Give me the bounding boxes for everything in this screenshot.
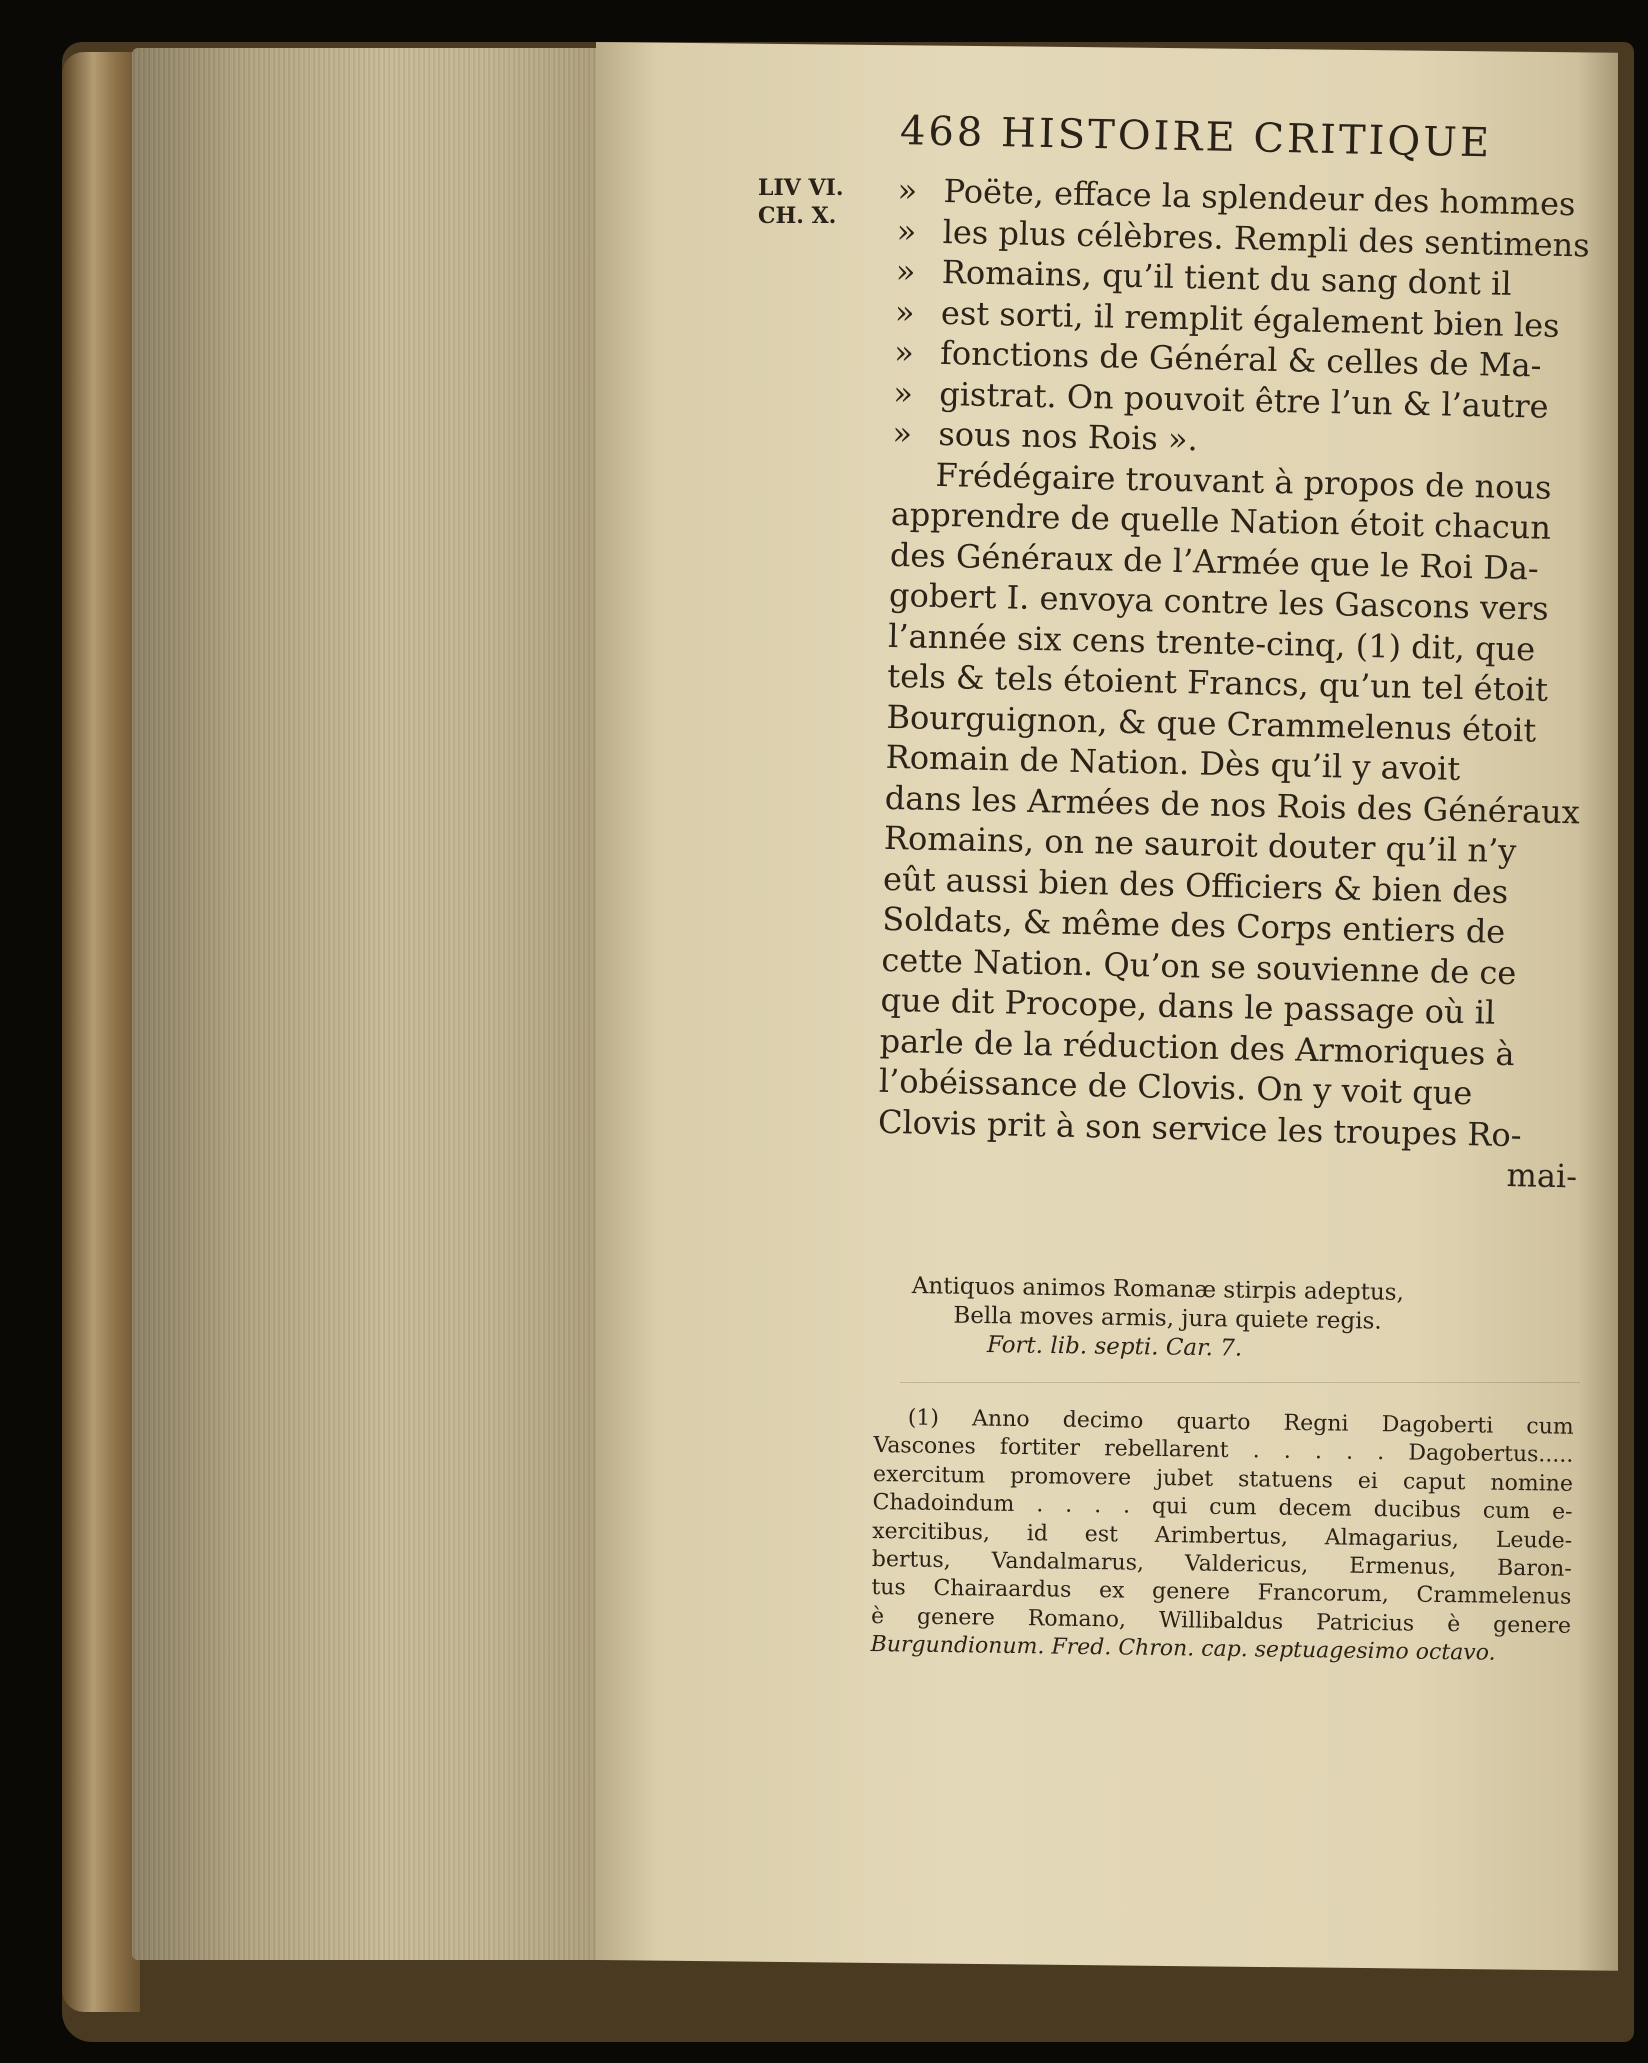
line-text: Romain de Nation. Dès qu’il y avoit [885,737,1461,788]
line-text: les plus célèbres. Rempli des sentimens [942,212,1591,264]
line-text: cette Nation. Qu’on se souvienne de ce [881,940,1517,992]
quote-mark: » [892,373,914,412]
line-text: des Généraux de l’Armée que le Roi Da- [889,535,1540,588]
footnote-line: exercitum promovere jubet statuens ei caput nomine [872,1461,1574,1497]
line-text: apprendre de quelle Nation étoit chacun [890,494,1552,547]
footnote-divider [900,1382,1580,1383]
line-text: tels & tels étoient Francs, qu’un tel étoit [887,656,1549,709]
quote-mark: » [894,292,916,331]
line-text: fonctions de Général & celles de Ma- [939,333,1542,385]
line-text: Bourguignon, & que Crammelenus étoit [886,697,1537,749]
footnote-line: Burgundionum. Fred. Chron. cap. septuagesimo octavo. [870,1632,1496,1666]
footnote-line: xercitibus, id est Arimbertus, Almagarius, Leude- [872,1518,1573,1554]
line-text: gobert I. envoya contre les Gascons vers [888,575,1550,628]
line-text: est sorti, il remplit également bien les [940,293,1560,345]
line-text: eût aussi bien des Officiers & bien des [882,859,1509,911]
quote-mark: » [893,332,915,372]
body-text [877,170,1598,1197]
line-text: l’année six cens trente-cinq, (1) dit, que [887,616,1536,668]
footnote-line: è genere Romano, Willibaldus Patricius è genere [870,1603,1572,1639]
footnote-line: Vascones fortiter rebellarent . . . . . Dagobertus..... [873,1433,1574,1469]
poem-quotation [911,1272,1404,1366]
book-spine [62,52,140,2012]
margin-note-book: LIV VI. [758,175,844,201]
line-text: Frédégaire trouvant à propos de nous [935,455,1552,507]
footnote-line: tus Chairaardus ex genere Francorum, Crammelenus [871,1575,1572,1611]
line-text: gistrat. On pouvoit être l’un & l’autre [938,374,1550,426]
line-text: dans les Armées de nos Rois des Généraux [884,778,1581,831]
margin-note-chapter: CH. X. [758,203,837,229]
line-text: parle de la réduction des Armoriques à [879,1021,1515,1073]
line-text: Romains, on ne sauroit douter qu’il n’y [883,818,1517,871]
footnote-line: Chadoindum . . . . qui cum decem ducibus cum e- [872,1490,1573,1525]
quote-mark: » [892,413,913,453]
quote-mark: » [896,211,917,250]
quote-mark: » [897,170,918,210]
line-text: que dit Procope, dans le passage où il [880,980,1496,1032]
footnote [870,1404,1573,1669]
line-text: Poëte, efface la splendeur des hommes [943,171,1576,224]
page-edges [132,48,600,1960]
line-text: Soldats, & même des Corps entiers de [881,899,1506,951]
line-text: Clovis prit à son service les troupes Ro- [877,1102,1522,1154]
line-text: l’obéissance de Clovis. On y voit que [878,1061,1473,1113]
line-text: Romains, qu’il tient du sang dont il [941,252,1513,303]
poem-citation: Fort. lib. septi. Car. 7. [986,1332,1243,1362]
margin-note [758,174,844,230]
poem-line: Antiquos animos Romanæ stirpis adeptus, [911,1272,1405,1306]
quote-mark: » [895,251,916,291]
running-head: 468 HISTOIRE CRITIQUE [899,108,1493,167]
catchword-text: mai- [1506,1155,1578,1196]
line-text: sous nos Rois ». [938,414,1199,459]
footnote-line: (1) Anno decimo quarto Regni Dagoberti cum [907,1405,1574,1440]
poem-line: Bella moves armis, jura quiete regis. [953,1302,1382,1335]
footnote-line: bertus, Vandalmarus, Valdericus, Ermenus, Baron- [871,1546,1572,1582]
